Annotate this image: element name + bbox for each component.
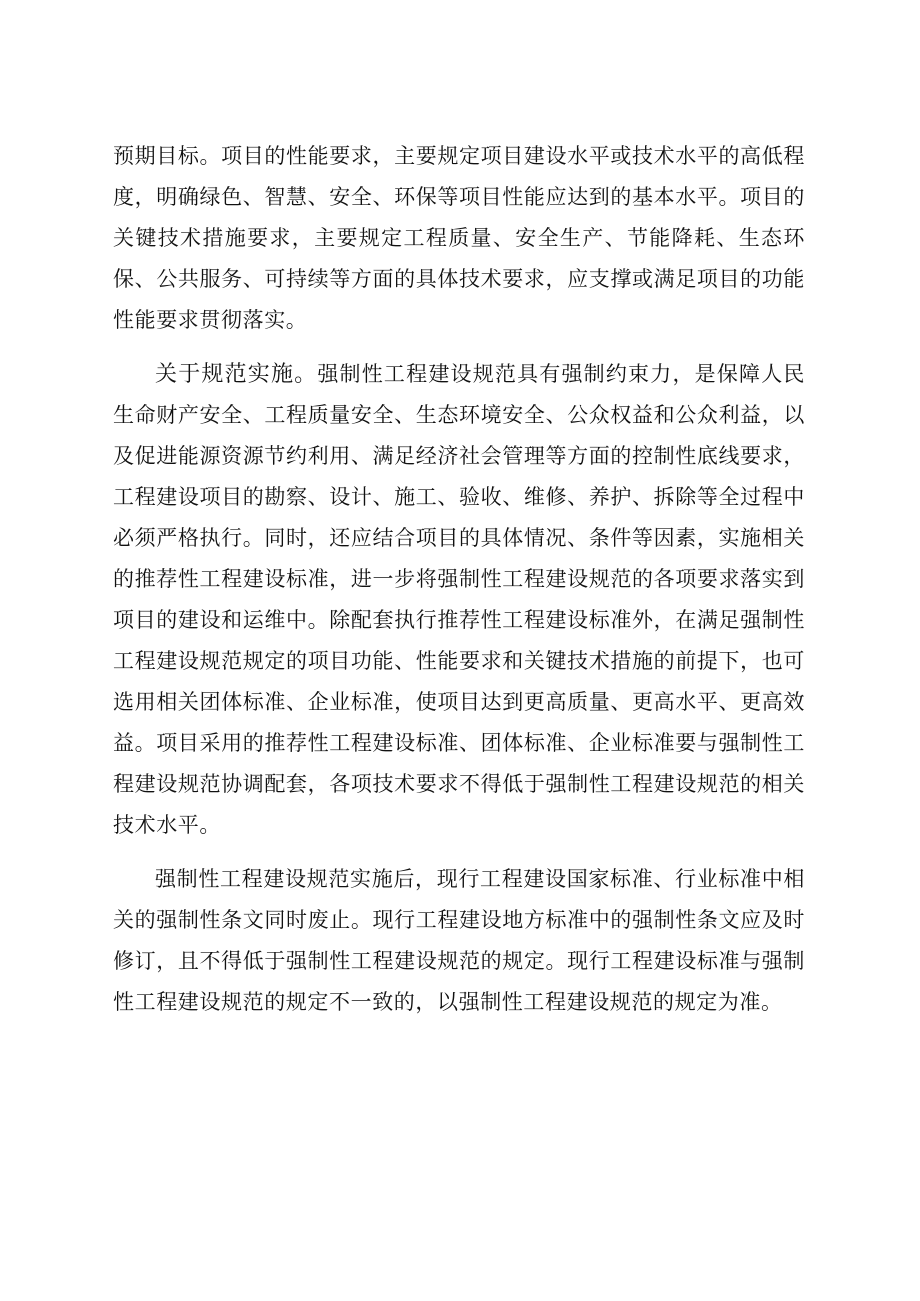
document-page xyxy=(113,136,805,1036)
paragraph-continuation xyxy=(113,136,805,341)
paragraph-text: 强制性工程建设规范实施后，现行工程建设国家标准、行业标准中相关的强制性条文同时废止。现行工程建设地方标准中的强制性条文应及时修订，且不得低于强制性工程建设规范的规定。现行工程建设标准与强制性工程建设规范的规定不一致的，以强制性工程建设规范的规定为准。 xyxy=(113,867,805,1014)
paragraph-lead-heading: 关于规范实施。 xyxy=(155,362,318,387)
paragraph-text: 强制性工程建设规范具有强制约束力，是保障人民生命财产安全、工程质量安全、生态环境安全、公众权益和公众利益，以及促进能源资源节约利用、满足经济社会管理等方面的控制性底线要求，工程建设项目的勘察、设计、施工、验收、维修、养护、拆除等全过程中必须严格执行。同时，还应结合项目的具体情况、条件等因素，实施相关的推荐性工程建设标准，进一步将强制性工程建设规范的各项要求落实到项目的建设和运维中。除配套执行推荐性工程建设标准外，在满足强制性工程建设规范规定的项目功能、性能要求和关键技术措施的前提下，也可选用相关团体标准、企业标准，使项目达到更高质量、更高水平、更高效益。项目采用的推荐性工程建设标准、团体标准、企业标准要与强制性工程建设规范协调配套，各项技术要求不得低于强制性工程建设规范的相关技术水平。 xyxy=(113,362,806,837)
paragraph-text: 预期目标。项目的性能要求，主要规定项目建设水平或技术水平的高低程度，明确绿色、智慧、安全、环保等项目性能应达到的基本水平。项目的关键技术措施要求，主要规定工程质量、安全生产、节能降耗、生态环保、公共服务、可持续等方面的具体技术要求，应支撑或满足项目的功能性能要求贯彻落实。 xyxy=(113,144,805,332)
paragraph-abolition xyxy=(113,859,805,1023)
paragraph-implementation xyxy=(113,354,805,846)
